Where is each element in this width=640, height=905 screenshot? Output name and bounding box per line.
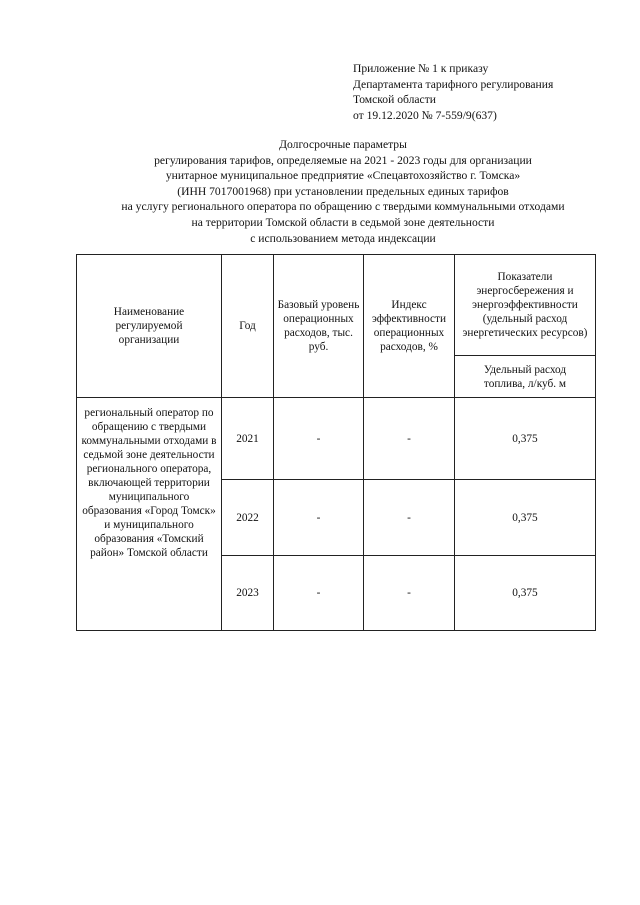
title-line: на услугу регионального оператора по обращению с твердыми коммунальными отходами (121, 200, 565, 214)
parameters-table (76, 254, 596, 631)
header-year: Год (222, 255, 274, 398)
base-opex-cell: - (274, 480, 364, 556)
appendix-block (353, 61, 623, 124)
title-line: с использованием метода индексации (250, 231, 436, 245)
header-energy-indicators: Показатели энергосбережения и энергоэффективности (удельный расход энергетических ресурсов) (455, 255, 596, 356)
title-line: на территории Томской области в седьмой зоне деятельности (191, 215, 495, 229)
appendix-line: Приложение № 1 к приказу (353, 62, 489, 75)
appendix-line: Томской области (353, 93, 436, 107)
header-org: Наименование регулируемой организации (77, 255, 222, 398)
year-cell: 2021 (222, 398, 274, 480)
org-name-cell: региональный оператор по обращению с твердыми коммунальными отходами в седьмой зоне деятельности регионального оператора, включающей территории муниципального образования «Город Томск» и муниципального образования «Томский район» Томской области (77, 398, 222, 631)
appendix-line: от 19.12.2020 № 7-559/9(637) (353, 109, 497, 123)
header-base-opex: Базовый уровень операционных расходов, тыс. руб. (274, 255, 364, 398)
fuel-consumption-cell: 0,375 (455, 398, 596, 480)
header-fuel-consumption: Удельный расход топлива, л/куб. м (455, 356, 596, 398)
document-title (70, 137, 616, 246)
title-line: регулирования тарифов, определяемые на 2021 - 2023 годы для организации (154, 153, 532, 167)
header-row (77, 255, 596, 356)
fuel-consumption-cell: 0,375 (455, 556, 596, 631)
efficiency-index-cell: - (364, 480, 455, 556)
table-row (77, 398, 596, 480)
title-line: Долгосрочные параметры (279, 138, 407, 151)
year-cell: 2023 (222, 556, 274, 631)
efficiency-index-cell: - (364, 398, 455, 480)
fuel-consumption-cell: 0,375 (455, 480, 596, 556)
base-opex-cell: - (274, 398, 364, 480)
header-efficiency-index: Индекс эффективности операционных расходов, % (364, 255, 455, 398)
title-line: (ИНН 7017001968) при установлении предельных единых тарифов (177, 184, 509, 198)
year-cell: 2022 (222, 480, 274, 556)
appendix-line: Департамента тарифного регулирования (353, 77, 554, 91)
efficiency-index-cell: - (364, 556, 455, 631)
title-line: унитарное муниципальное предприятие «Спецавтохозяйство г. Томска» (165, 169, 521, 183)
base-opex-cell: - (274, 556, 364, 631)
